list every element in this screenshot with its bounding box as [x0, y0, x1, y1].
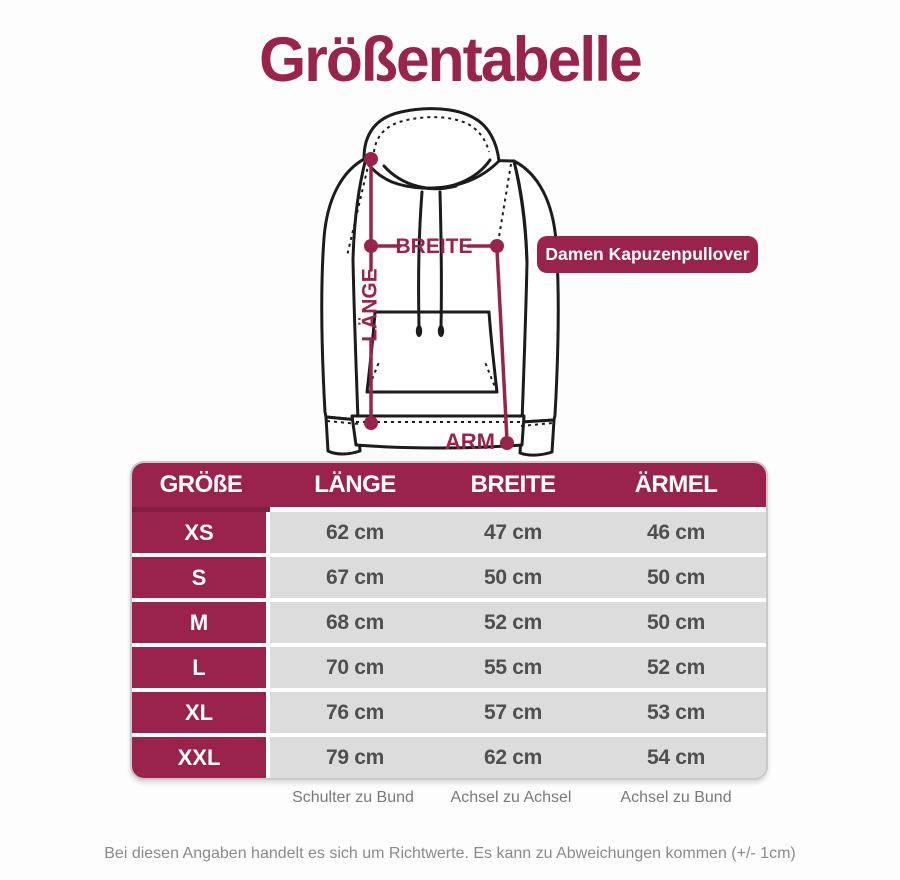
breite-right-point: [490, 239, 504, 253]
disclaimer-text: Bei diesen Angaben handelt es sich um Richtwerte. Es kann zu Abweichungen kommen (+/- 1cm): [104, 845, 796, 862]
breite-cell: 50 cm: [440, 557, 586, 598]
table-row: [132, 737, 766, 778]
hoodie-illustration: [280, 100, 600, 470]
laenge-cell: 62 cm: [270, 512, 440, 553]
note-laenge: Schulter zu Bund: [292, 789, 414, 806]
table-row: [132, 602, 766, 643]
size-cell: XL: [132, 692, 270, 733]
page-title: Größentabelle: [259, 25, 641, 95]
breite-cell: 52 cm: [440, 602, 586, 643]
breite-cell: 55 cm: [440, 647, 586, 688]
product-type-label: Damen Kapuzenpullover: [545, 244, 750, 264]
aermel-cell: 54 cm: [586, 737, 766, 778]
arm-label: ARM: [444, 429, 495, 454]
header-groesse: GRÖßE: [159, 471, 243, 498]
drawstring-tip-left: [416, 325, 422, 337]
hoodie-hood: [364, 109, 499, 189]
table-row: [132, 692, 766, 733]
hem-point: [364, 416, 378, 430]
breite-label: BREITE: [395, 235, 473, 258]
shoulder-point: [364, 152, 378, 166]
aermel-cell: 50 cm: [586, 557, 766, 598]
aermel-cell: 46 cm: [586, 512, 766, 553]
size-table: [130, 461, 768, 780]
table-row: [132, 512, 766, 553]
laenge-cell: 68 cm: [270, 602, 440, 643]
laenge-cell: 76 cm: [270, 692, 440, 733]
header-laenge: LÄNGE: [314, 471, 396, 498]
note-aermel: Achsel zu Bund: [620, 789, 732, 806]
aermel-cell: 53 cm: [586, 692, 766, 733]
table-row: [132, 557, 766, 598]
header-breite: BREITE: [470, 471, 556, 498]
aermel-cell: 50 cm: [586, 602, 766, 643]
table-row: [132, 647, 766, 688]
breite-cell: 47 cm: [440, 512, 586, 553]
laenge-cell: 67 cm: [270, 557, 440, 598]
arm-cuff-point: [500, 436, 514, 450]
aermel-cell: 52 cm: [586, 647, 766, 688]
size-cell: L: [132, 647, 270, 688]
size-cell: XS: [132, 512, 270, 553]
header-aermel: ÄRMEL: [634, 471, 718, 498]
breite-cell: 62 cm: [440, 737, 586, 778]
laenge-label: LÄNGE: [358, 268, 382, 342]
drawstring-tip-right: [438, 325, 444, 337]
size-cell: XXL: [132, 737, 270, 778]
table-header-row: [132, 463, 766, 507]
hoodie-drawstring-right: [440, 192, 441, 326]
laenge-cell: 79 cm: [270, 737, 440, 778]
product-type-badge: [537, 236, 758, 273]
breite-left-point: [364, 239, 378, 253]
measurement-notes: [130, 789, 768, 807]
laenge-cell: 70 cm: [270, 647, 440, 688]
note-breite: Achsel zu Achsel: [450, 789, 572, 806]
breite-cell: 57 cm: [440, 692, 586, 733]
hoodie-pocket: [367, 312, 497, 392]
size-cell: S: [132, 557, 270, 598]
size-cell: M: [132, 602, 270, 643]
hoodie-hem: [352, 416, 524, 448]
